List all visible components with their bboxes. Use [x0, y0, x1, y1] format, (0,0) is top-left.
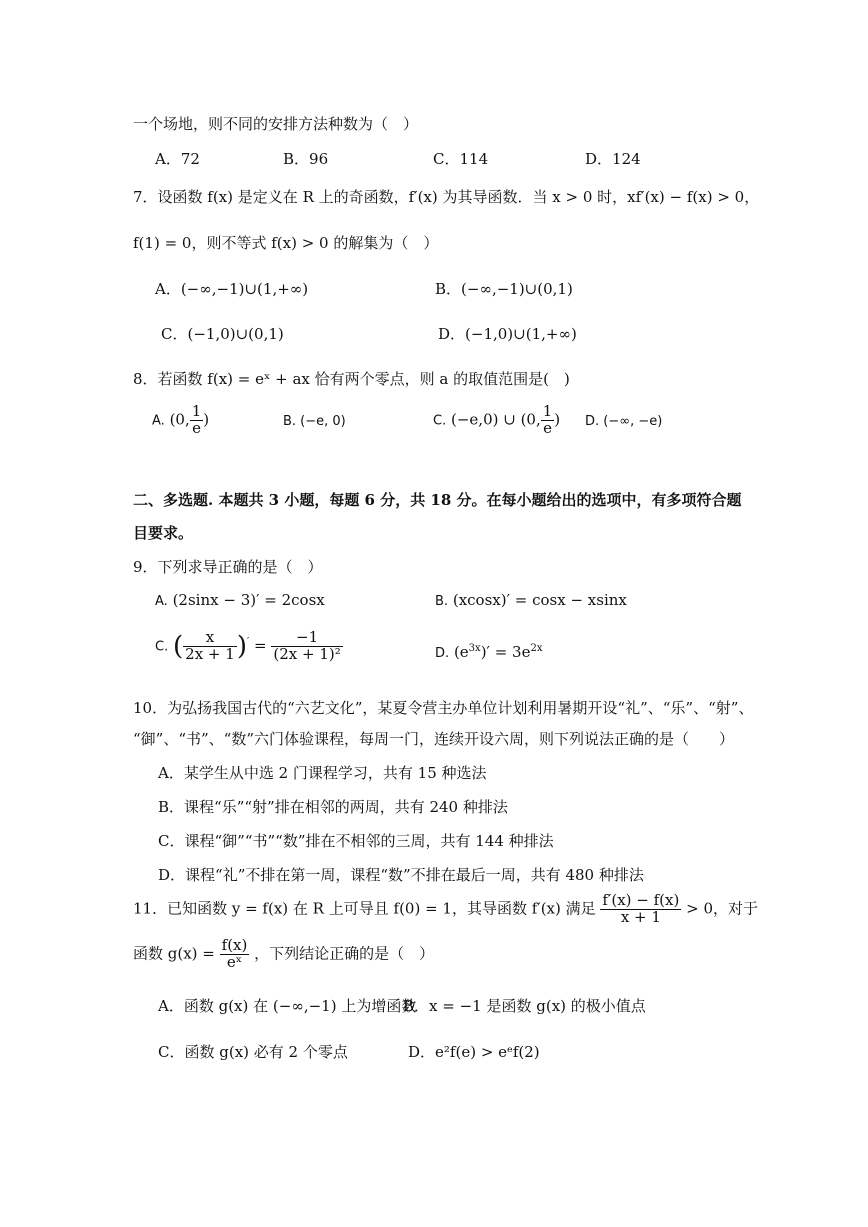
- q6-continuation: 一个场地，则不同的安排方法种数为（ ）: [133, 115, 419, 133]
- q10-option-d: D．课程“礼”不排在第一周，课程“数”不排在最后一周，共有 480 种排法: [158, 866, 644, 884]
- q8-option-c: C. (−e,0) ∪ (0, $\frac{1}{e}$ ): [433, 402, 561, 437]
- q9-option-a: A. (2sinx − 3)′ = 2cosx: [155, 591, 325, 609]
- q8-option-c-fraction: $\frac{1}{e}$: [542, 402, 553, 437]
- q10-option-c: C．课程“御”“书”“数”排在不相邻的三周，共有 144 种排法: [158, 832, 554, 850]
- q6-option-c: C．114: [433, 150, 489, 168]
- q11-stem-line2: 函数 g(x) = $\frac{f(x)}{\text{eˣ}}$ ，下列结论正确的是（ ）: [133, 936, 435, 971]
- q10-stem-line1: 10．为弘扬我国古代的“六艺文化”，某夏令营主办单位计划利用暑期开设“礼”、“乐”、“射”、: [133, 699, 754, 717]
- q9-option-c: C. ( $\frac{x}{2x + 1}$ )′ = $\frac{-1}{\text{(2x + 1)²}}$: [155, 628, 341, 663]
- q6-option-b: B．96: [283, 150, 329, 168]
- section-2-heading-line1: 二、多选题. 本题共 3 小题，每题 6 分，共 18 分。在每小题给出的选项中，有多项符合题: [133, 491, 742, 509]
- q7-stem-line1: 7．设函数 f(x) 是定义在 R 上的奇函数，f′(x) 为其导函数．当 x > 0 时，xf′(x) − f(x) > 0，: [133, 188, 760, 206]
- section-2-heading-line2: 目要求。: [133, 524, 194, 542]
- q6-option-a: A．72: [155, 150, 200, 168]
- q10-option-a: A．某学生从中选 2 门课程学习，共有 15 种选法: [158, 764, 487, 782]
- q9-option-c-right-fraction: $\frac{-1}{\text{(2x + 1)²}}$: [273, 628, 341, 663]
- q11-g-definition-fraction: $\frac{f(x)}{\text{eˣ}}$: [221, 936, 248, 971]
- q11-option-a: A．函数 g(x) 在 (−∞,−1) 上为增函数: [158, 997, 417, 1015]
- q8-option-a: A. (0, $\frac{1}{e}$ ): [152, 402, 210, 437]
- q10-stem-line2: “御”、“书”、“数”六门体验课程，每周一门，连续开设六周，则下列说法正确的是（ ）: [133, 730, 735, 748]
- q8-option-d: D. (−∞, −e): [585, 414, 663, 429]
- q11-stem-line1: 11．已知函数 y = f(x) 在 R 上可导且 f(0) = 1，其导函数 f′(x) 满足 $\frac{f'(x) - f(x)}{x + 1}$ > 0，对于: [133, 891, 759, 926]
- q11-option-b: B．x = −1 是函数 g(x) 的极小值点: [403, 997, 646, 1015]
- q9-option-b: B. (xcosx)′ = cosx − xsinx: [435, 591, 627, 609]
- q9-option-d: D. $(e^{3x})' = 3e^{2x}$: [435, 643, 543, 661]
- q11-option-c: C．函数 g(x) 必有 2 个零点: [158, 1043, 348, 1061]
- q11-option-d: D．e²f(e) > eᵉf(2): [408, 1043, 540, 1061]
- q9-option-c-left-fraction: $\frac{x}{2x + 1}$: [185, 628, 235, 663]
- q7-option-d: D．(−1,0)∪(1,+∞): [438, 325, 577, 343]
- q6-option-d: D．124: [585, 150, 641, 168]
- q7-option-c: C．(−1,0)∪(0,1): [161, 325, 284, 343]
- q8-stem: 8．若函数 f(x) = eˣ + ax 恰有两个零点，则 a 的取值范围是( ): [133, 370, 570, 388]
- q7-stem-line2: f(1) = 0，则不等式 f(x) > 0 的解集为（ ）: [133, 234, 439, 252]
- q7-option-a: A．(−∞,−1)∪(1,+∞): [155, 280, 309, 298]
- q9-stem: 9．下列求导正确的是（ ）: [133, 558, 323, 576]
- q8-option-b: B. (−e, 0): [283, 414, 346, 429]
- q8-option-a-fraction: $\frac{1}{e}$: [191, 402, 202, 437]
- q10-option-b: B．课程“乐”“射”排在相邻的两周，共有 240 种排法: [158, 798, 508, 816]
- q7-option-b: B．(−∞,−1)∪(0,1): [435, 280, 573, 298]
- q11-condition-fraction: $\frac{f'(x) - f(x)}{x + 1}$: [602, 891, 680, 926]
